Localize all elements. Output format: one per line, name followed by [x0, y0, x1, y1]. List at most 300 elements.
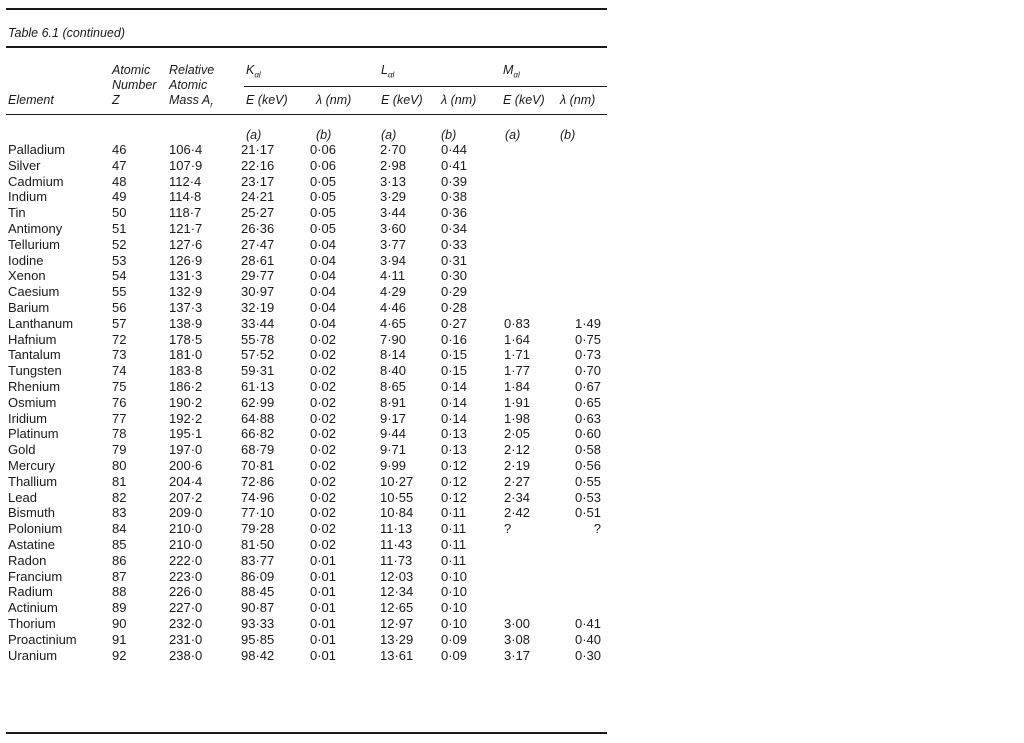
- l-alpha-letter: L: [381, 63, 388, 77]
- atomic-mass-cell: 121·7: [169, 220, 203, 236]
- k-energy-cell: 62·99: [241, 394, 275, 410]
- k-energy-cell: 26·36: [241, 220, 275, 236]
- element-cell: Thorium: [8, 615, 56, 631]
- l-wavelength-cell: 0·39: [441, 173, 468, 189]
- atomic-number-cell: 77: [112, 410, 127, 426]
- atomic-mass-cell: 131·3: [169, 268, 203, 284]
- l-wavelength-cell: 0·34: [441, 220, 468, 236]
- atomic-number-cell: 81: [112, 473, 127, 489]
- m-energy-cell: [504, 268, 561, 284]
- l-energy-cell: 3·77: [380, 236, 407, 252]
- header-relative-mass-2: Atomic: [169, 78, 208, 92]
- l-energy-cell: 9·44: [380, 426, 407, 442]
- m-wavelength-cell: [561, 158, 601, 174]
- l-energy-cell: 7·90: [380, 331, 407, 347]
- m-energy-cell: 1·77: [504, 363, 531, 379]
- atomic-mass-cell: 231·0: [169, 631, 203, 647]
- bottom-rule: [6, 732, 607, 734]
- m-alpha-sub: αl: [513, 70, 520, 80]
- l-wavelength-cell: 0·15: [441, 347, 468, 363]
- l-wavelength-cell: 0·13: [441, 426, 468, 442]
- atomic-mass-cell: 181·0: [169, 347, 203, 363]
- m-wavelength-cell: 0·30: [574, 647, 601, 663]
- atomic-number-cell: 91: [112, 631, 127, 647]
- l-energy-cell: 4·29: [380, 284, 407, 300]
- table-row: [8, 221, 601, 237]
- m-wavelength-cell: [561, 237, 601, 253]
- table-row: [8, 584, 601, 600]
- k-energy-cell: 66·82: [241, 426, 275, 442]
- header-m-alpha: [503, 63, 520, 83]
- element-cell: Antimony: [8, 220, 63, 236]
- k-wavelength-cell: 0·01: [310, 600, 337, 616]
- m-wavelength-cell: 0·55: [574, 473, 601, 489]
- l-wavelength-cell: 0·10: [441, 615, 468, 631]
- m-energy-cell: [504, 584, 561, 600]
- table-row: [8, 505, 601, 521]
- atomic-number-cell: 55: [112, 284, 127, 300]
- table-row: [8, 616, 601, 632]
- m-energy-cell: 2·12: [504, 442, 531, 458]
- l-energy-cell: 9·99: [380, 457, 407, 473]
- relative-mass-sub: r: [210, 100, 213, 110]
- k-wavelength-cell: 0·02: [310, 505, 337, 521]
- table-row: [8, 442, 601, 458]
- k-wavelength-cell: 0·02: [310, 442, 337, 458]
- element-cell: Tungsten: [8, 363, 62, 379]
- atomic-number-cell: 78: [112, 426, 127, 442]
- l-wavelength-cell: 0·27: [441, 315, 468, 331]
- table-row: [8, 600, 601, 616]
- l-energy-cell: 4·11: [380, 268, 406, 284]
- element-cell: Radium: [8, 584, 53, 600]
- m-wavelength-cell: [561, 253, 601, 269]
- m-energy-cell: 1·71: [504, 347, 531, 363]
- m-wavelength-cell: 0·75: [574, 331, 601, 347]
- l-energy-cell: 11·73: [380, 552, 413, 568]
- m-wavelength-cell: [561, 537, 601, 553]
- atomic-number-cell: 57: [112, 315, 127, 331]
- element-cell: Tellurium: [8, 236, 61, 252]
- atomic-mass-cell: 118·7: [169, 205, 202, 221]
- element-cell: Thallium: [8, 473, 58, 489]
- l-energy-cell: 11·43: [380, 536, 413, 552]
- l-energy-cell: 4·46: [380, 299, 407, 315]
- m-energy-cell: 0·83: [504, 315, 531, 331]
- element-cell: Actinium: [8, 600, 58, 616]
- l-wavelength-cell: 0·31: [441, 252, 468, 268]
- m-wavelength-cell: [561, 300, 601, 316]
- k-energy-cell: 57·52: [241, 347, 275, 363]
- m-wavelength-cell: 1·49: [574, 315, 601, 331]
- table-row: [8, 395, 601, 411]
- m-energy-cell: 1·64: [504, 331, 531, 347]
- k-energy-cell: 59·31: [241, 363, 275, 379]
- k-wavelength-cell: 0·04: [310, 268, 337, 284]
- element-cell: Mercury: [8, 457, 55, 473]
- k-wavelength-cell: 0·02: [310, 489, 337, 505]
- table-row: [8, 537, 601, 553]
- element-cell: Polonium: [8, 521, 63, 537]
- atomic-number-cell: 83: [112, 505, 127, 521]
- k-wavelength-cell: 0·02: [310, 347, 337, 363]
- m-energy-cell: [504, 569, 561, 585]
- atomic-number-cell: 89: [112, 600, 127, 616]
- table-row: [8, 205, 601, 221]
- m-wavelength-cell: [561, 600, 601, 616]
- m-energy-cell: 1·98: [504, 410, 531, 426]
- table-caption: Table 6.1 (continued): [8, 26, 125, 40]
- l-energy-cell: 3·29: [380, 189, 407, 205]
- l-energy-cell: 10·55: [380, 489, 414, 505]
- atomic-mass-cell: 197·0: [169, 442, 203, 458]
- header-top-rule: [6, 46, 607, 48]
- atomic-number-cell: 80: [112, 457, 127, 473]
- k-wavelength-cell: 0·06: [310, 157, 337, 173]
- element-cell: Cadmium: [8, 173, 64, 189]
- m-wavelength-cell: [561, 268, 601, 284]
- m-energy-cell: 3·17: [504, 647, 531, 663]
- k-energy-cell: 70·81: [241, 457, 275, 473]
- atomic-mass-cell: 207·2: [169, 489, 203, 505]
- element-cell: Palladium: [8, 142, 66, 157]
- m-energy-cell: 1·91: [504, 394, 531, 410]
- atomic-mass-cell: 232·0: [169, 615, 203, 631]
- l-energy-cell: 9·17: [380, 410, 407, 426]
- element-cell: Silver: [8, 157, 41, 173]
- k-wavelength-cell: 0·02: [310, 363, 337, 379]
- k-wavelength-cell: 0·02: [310, 457, 337, 473]
- element-cell: Lead: [8, 489, 37, 505]
- k-energy-cell: 32·19: [241, 299, 275, 315]
- table-row: [8, 332, 601, 348]
- l-energy-cell: 8·91: [380, 394, 407, 410]
- m-wavelength-cell: [561, 284, 601, 300]
- atomic-mass-cell: 107·9: [169, 157, 203, 173]
- m-energy-cell: 2·42: [504, 505, 531, 521]
- k-wavelength-cell: 0·02: [310, 536, 337, 552]
- atomic-number-cell: 87: [112, 568, 127, 584]
- l-wavelength-cell: 0·10: [441, 568, 468, 584]
- m-energy-cell: 3·00: [504, 615, 531, 631]
- l-energy-cell: 8·65: [380, 378, 407, 394]
- k-energy-cell: 28·61: [241, 252, 275, 268]
- k-energy-cell: 83·77: [241, 552, 275, 568]
- element-cell: Uranium: [8, 647, 58, 663]
- m-wavelength-cell: 0·70: [574, 363, 601, 379]
- m-energy-cell: 2·05: [504, 426, 531, 442]
- l-energy-cell: 13·29: [380, 631, 414, 647]
- k-energy-cell: 68·79: [241, 442, 275, 458]
- atomic-number-cell: 53: [112, 252, 127, 268]
- m-energy-cell: 2·34: [504, 489, 531, 505]
- k-energy-cell: 30·97: [241, 284, 275, 300]
- m-wavelength-cell: 0·58: [574, 442, 601, 458]
- l-energy-cell: 8·14: [380, 347, 407, 363]
- m-wavelength-cell: 0·40: [574, 631, 601, 647]
- atomic-number-cell: 84: [112, 521, 127, 537]
- atomic-mass-cell: 223·0: [169, 568, 203, 584]
- k-energy-cell: 77·10: [241, 505, 275, 521]
- table-row: [8, 648, 601, 664]
- m-wavelength-cell: [561, 205, 601, 221]
- atomic-mass-cell: 127·6: [169, 236, 203, 252]
- atomic-mass-cell: 114·8: [169, 189, 202, 205]
- l-energy-cell: 2·98: [380, 157, 407, 173]
- m-energy-cell: 1·84: [504, 378, 531, 394]
- m-wavelength-cell: 0·60: [574, 426, 601, 442]
- l-wavelength-cell: 0·14: [441, 378, 468, 394]
- atomic-mass-cell: 137·3: [169, 299, 203, 315]
- m-wavelength-cell: 0·56: [574, 457, 601, 473]
- table-row: [8, 411, 601, 427]
- k-wavelength-cell: 0·02: [310, 378, 337, 394]
- l-energy-cell: 3·94: [380, 252, 407, 268]
- m-wavelength-cell: [561, 142, 601, 158]
- l-wavelength-cell: 0·28: [441, 299, 468, 315]
- atomic-mass-cell: 195·1: [169, 426, 203, 442]
- m-wavelength-cell: 0·53: [574, 489, 601, 505]
- table-row: [8, 426, 601, 442]
- k-wavelength-cell: 0·01: [310, 584, 337, 600]
- l-energy-cell: 3·60: [380, 220, 407, 236]
- table-row: [8, 268, 601, 284]
- l-energy-cell: 12·03: [380, 568, 414, 584]
- m-wavelength-cell: 0·67: [574, 378, 601, 394]
- m-energy-cell: 3·08: [504, 631, 531, 647]
- header-atomic-number-1: Atomic: [112, 63, 151, 77]
- l-energy-cell: 4·65: [380, 315, 407, 331]
- l-wavelength-cell: 0·15: [441, 363, 468, 379]
- k-wavelength-cell: 0·04: [310, 299, 337, 315]
- k-wavelength-cell: 0·05: [310, 189, 337, 205]
- table-row: [8, 474, 601, 490]
- l-wavelength-cell: 0·12: [441, 473, 468, 489]
- l-wavelength-cell: 0·13: [441, 442, 468, 458]
- atomic-number-cell: 47: [112, 157, 127, 173]
- atomic-number-cell: 74: [112, 363, 127, 379]
- table-row: [8, 553, 601, 569]
- atomic-mass-cell: 226·0: [169, 584, 203, 600]
- l-energy-label: E (keV): [381, 93, 423, 107]
- table-row: [8, 174, 601, 190]
- l-wavelength-cell: 0·44: [441, 142, 468, 157]
- k-energy-cell: 79·28: [241, 521, 275, 537]
- atomic-number-cell: 88: [112, 584, 127, 600]
- l-wavelength-cell: 0·10: [441, 584, 468, 600]
- k-energy-cell: 72·86: [241, 473, 275, 489]
- k-alpha-sub: αl: [254, 70, 261, 80]
- atomic-number-cell: 46: [112, 142, 127, 157]
- m-energy-cell: [504, 600, 561, 616]
- atomic-number-cell: 86: [112, 552, 127, 568]
- l-wavelength-cell: 0·36: [441, 205, 468, 221]
- k-wavelength-cell: 0·04: [310, 252, 337, 268]
- l-wavelength-cell: 0·11: [441, 552, 467, 568]
- m-energy-cell: [504, 284, 561, 300]
- atomic-mass-cell: 183·8: [169, 363, 203, 379]
- m-wavelength-label: λ (nm): [560, 93, 596, 107]
- atomic-mass-cell: 227·0: [169, 600, 203, 616]
- atomic-mass-cell: 190·2: [169, 394, 203, 410]
- element-cell: Tantalum: [8, 347, 61, 363]
- element-cell: Francium: [8, 568, 63, 584]
- m-energy-cell: [504, 300, 561, 316]
- k-wavelength-cell: 0·05: [310, 220, 337, 236]
- l-wavelength-cell: 0·11: [441, 521, 467, 537]
- m-energy-cell: [504, 189, 561, 205]
- atomic-number-cell: 79: [112, 442, 127, 458]
- header-element: Element: [8, 93, 54, 107]
- note-b-k: (b): [316, 128, 332, 142]
- k-wavelength-cell: 0·02: [310, 410, 337, 426]
- atomic-number-cell: 73: [112, 347, 127, 363]
- k-wavelength-cell: 0·04: [310, 315, 337, 331]
- element-cell: Iridium: [8, 410, 48, 426]
- table-body: [8, 142, 601, 663]
- k-energy-cell: 81·50: [241, 536, 275, 552]
- atomic-number-cell: 56: [112, 299, 127, 315]
- m-energy-cell: [504, 158, 561, 174]
- atomic-number-cell: 50: [112, 205, 127, 221]
- m-energy-cell: 2·27: [504, 473, 531, 489]
- element-cell: Caesium: [8, 284, 60, 300]
- element-cell: Indium: [8, 189, 48, 205]
- l-wavelength-cell: 0·16: [441, 331, 468, 347]
- m-energy-cell: [504, 537, 561, 553]
- m-wavelength-cell: 0·63: [574, 410, 601, 426]
- table-row: [8, 347, 601, 363]
- atomic-mass-cell: 112·4: [169, 173, 202, 189]
- l-energy-cell: 10·84: [380, 505, 414, 521]
- top-rule: [6, 8, 607, 10]
- k-wavelength-cell: 0·01: [310, 552, 337, 568]
- atomic-mass-cell: 138·9: [169, 315, 203, 331]
- element-cell: Iodine: [8, 252, 44, 268]
- m-wavelength-cell: 0·73: [574, 347, 601, 363]
- k-energy-label: E (keV): [246, 93, 288, 107]
- k-wavelength-cell: 0·04: [310, 284, 337, 300]
- m-energy-cell: [504, 142, 561, 158]
- l-wavelength-cell: 0·09: [441, 631, 468, 647]
- k-wavelength-cell: 0·01: [310, 631, 337, 647]
- l-wavelength-cell: 0·14: [441, 410, 468, 426]
- k-wavelength-cell: 0·06: [310, 142, 337, 157]
- m-energy-cell: [504, 221, 561, 237]
- m-energy-cell: [504, 553, 561, 569]
- atomic-number-cell: 75: [112, 378, 127, 394]
- element-cell: Xenon: [8, 268, 46, 284]
- l-alpha-sub: αl: [387, 70, 395, 80]
- m-wavelength-cell: [561, 553, 601, 569]
- l-wavelength-cell: 0·09: [441, 647, 468, 663]
- table-row: [8, 458, 601, 474]
- k-energy-cell: 74·96: [241, 489, 275, 505]
- l-wavelength-cell: 0·41: [441, 157, 468, 173]
- k-wavelength-cell: 0·02: [310, 473, 337, 489]
- element-cell: Tin: [8, 205, 26, 221]
- k-energy-cell: 55·78: [241, 331, 275, 347]
- l-wavelength-label: λ (nm): [441, 93, 477, 107]
- atomic-number-cell: 52: [112, 236, 127, 252]
- l-energy-cell: 13·61: [380, 647, 414, 663]
- element-cell: Rhenium: [8, 378, 61, 394]
- m-wavelength-cell: 0·65: [574, 394, 601, 410]
- l-wavelength-cell: 0·30: [441, 268, 468, 284]
- m-alpha-letter: M: [503, 63, 514, 77]
- element-cell: Bismuth: [8, 505, 55, 521]
- k-energy-cell: 93·33: [241, 615, 275, 631]
- k-energy-cell: 33·44: [241, 315, 275, 331]
- l-wavelength-cell: 0·10: [441, 600, 468, 616]
- note-a-l: (a): [381, 128, 397, 142]
- m-energy-cell: [504, 174, 561, 190]
- k-energy-cell: 64·88: [241, 410, 275, 426]
- m-energy-cell: 2·19: [504, 457, 531, 473]
- k-energy-cell: 29·77: [241, 268, 275, 284]
- m-wavelength-cell: [561, 569, 601, 585]
- element-cell: Lanthanum: [8, 315, 74, 331]
- atomic-mass-cell: 106·4: [169, 142, 203, 157]
- atomic-mass-cell: 178·5: [169, 331, 203, 347]
- k-energy-cell: 95·85: [241, 631, 275, 647]
- k-wavelength-cell: 0·02: [310, 331, 337, 347]
- table-row: [8, 316, 601, 332]
- header-relative-mass-3: [169, 93, 213, 113]
- m-energy-cell: [504, 205, 561, 221]
- atomic-number-cell: 48: [112, 173, 127, 189]
- atomic-number-cell: 54: [112, 268, 127, 284]
- l-energy-cell: 10·27: [380, 473, 414, 489]
- table-row: [8, 158, 601, 174]
- k-energy-cell: 61·13: [241, 378, 275, 394]
- atomic-number-cell: 49: [112, 189, 127, 205]
- m-wavelength-cell: [561, 221, 601, 237]
- atomic-mass-cell: 238·0: [169, 647, 203, 663]
- atomic-mass-cell: 186·2: [169, 378, 203, 394]
- k-wavelength-cell: 0·05: [310, 205, 337, 221]
- table-row: [8, 521, 601, 537]
- atomic-mass-cell: 132·9: [169, 284, 203, 300]
- atomic-number-cell: 51: [112, 220, 127, 236]
- l-energy-cell: 3·13: [380, 173, 407, 189]
- l-wavelength-cell: 0·12: [441, 489, 468, 505]
- m-energy-label: E (keV): [503, 93, 545, 107]
- k-wavelength-cell: 0·05: [310, 173, 337, 189]
- table-row: [8, 632, 601, 648]
- header-l-alpha: [381, 63, 394, 83]
- element-cell: Astatine: [8, 536, 55, 552]
- header-atomic-number-2: Number: [112, 78, 157, 92]
- note-b-l: (b): [441, 128, 457, 142]
- header-relative-mass-1: Relative: [169, 63, 215, 77]
- table-row: [8, 300, 601, 316]
- l-wavelength-cell: 0·33: [441, 236, 468, 252]
- k-energy-cell: 25·27: [241, 205, 275, 221]
- table-row: [8, 237, 601, 253]
- l-energy-cell: 11·13: [380, 521, 413, 537]
- table-row: [8, 569, 601, 585]
- table-row: [8, 363, 601, 379]
- atomic-number-cell: 82: [112, 489, 127, 505]
- l-wavelength-cell: 0·11: [441, 505, 467, 521]
- l-energy-cell: 3·44: [380, 205, 407, 221]
- element-cell: Proactinium: [8, 631, 77, 647]
- k-wavelength-cell: 0·01: [310, 568, 337, 584]
- m-wavelength-cell: [561, 174, 601, 190]
- l-energy-cell: 8·40: [380, 363, 407, 379]
- m-wavelength-cell: 0·41: [574, 615, 601, 631]
